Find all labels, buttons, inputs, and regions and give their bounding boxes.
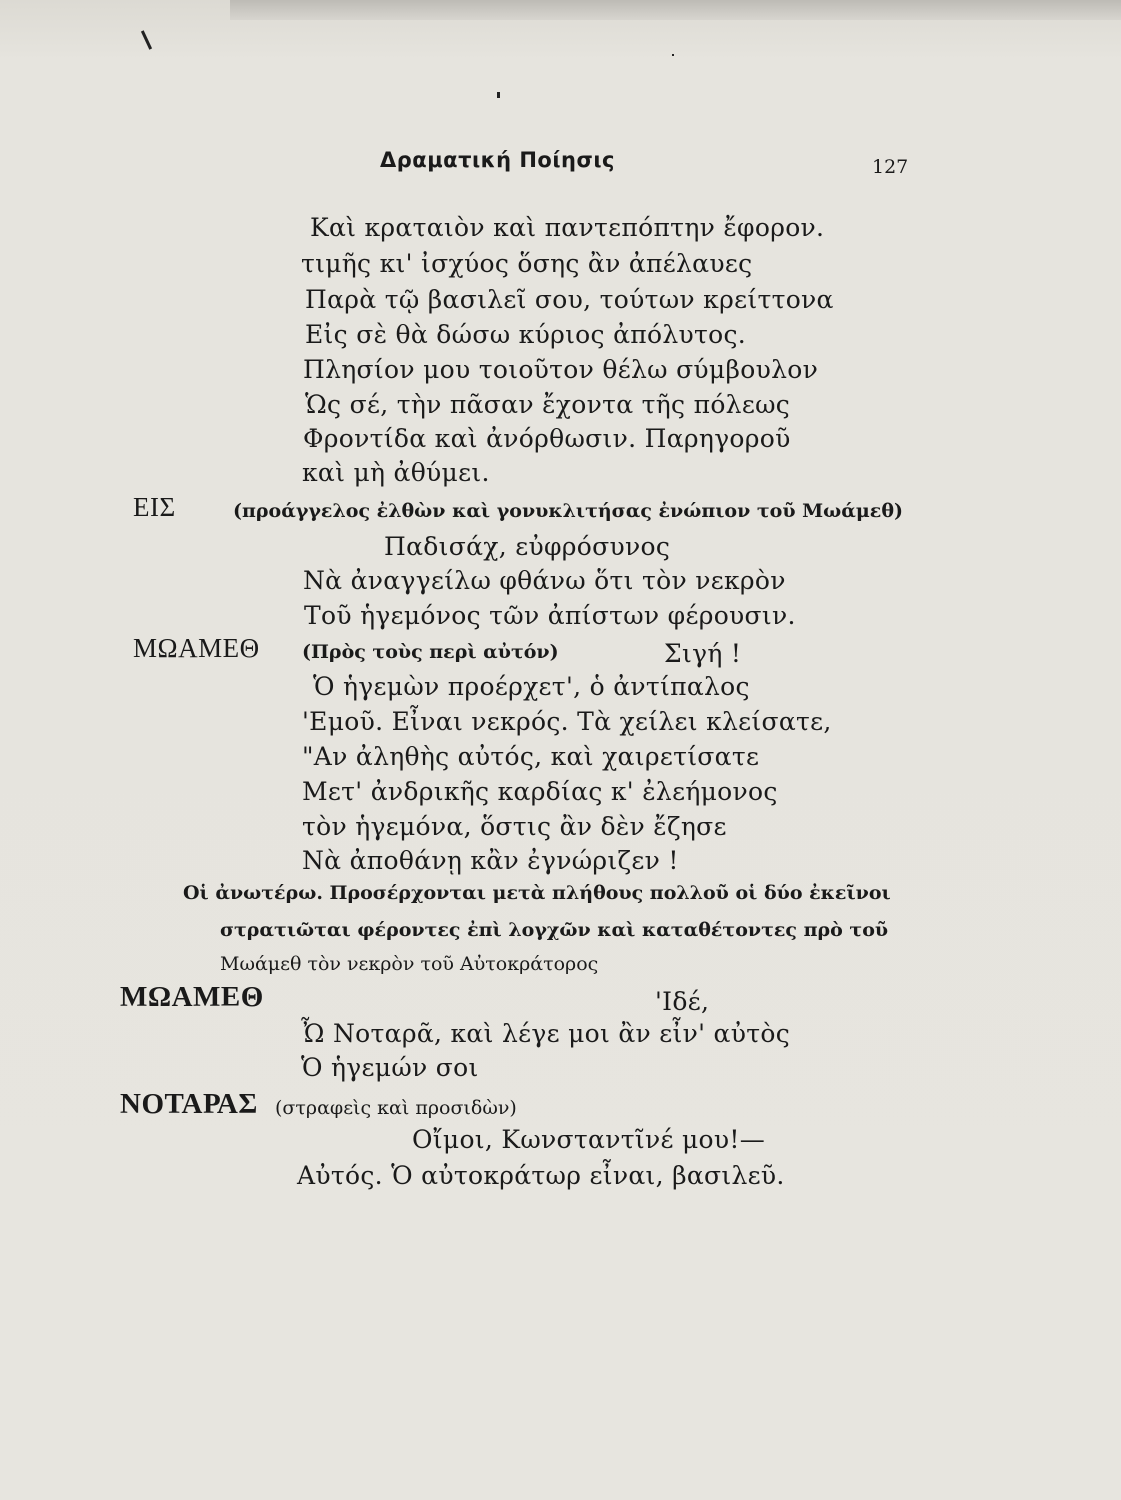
verse-line: Παρὰ τῷ βασιλεῖ σου, τούτων κρείττονα	[305, 285, 834, 314]
verse-line: τὸν ἡγεμόνα, ὅστις ἂν δὲν ἔζησε	[302, 812, 727, 841]
verse-line: Ὡς σέ, τὴν πᾶσαν ἔχοντα τῆς πόλεως	[305, 390, 791, 419]
verse-line: Ὁ ἡγεμών σοι	[301, 1053, 479, 1082]
verse-line: καὶ μὴ ἀθύμει.	[302, 458, 490, 487]
ink-speck	[497, 92, 500, 98]
verse-line: Τοῦ ἡγεμόνος τῶν ἀπίστων φέρουσιν.	[304, 601, 796, 630]
stage-direction-line: Οἱ ἀνωτέρω. Προσέρχονται μετὰ πλήθους πολλοῦ οἱ δύο ἐκεῖνοι	[183, 882, 891, 904]
verse-line: Μετ' ἀνδρικῆς καρδίας κ' ἐλεήμονος	[302, 777, 778, 806]
verse-line: Αὐτός. Ὁ αὐτοκράτωρ εἶναι, βασιλεῦ.	[297, 1161, 785, 1190]
verse-line: Καὶ κραταιὸν καὶ παντεπόπτην ἔφορον.	[310, 213, 825, 242]
verse-line: Σιγή !	[664, 639, 742, 668]
verse-line: 'Εμοῦ. Εἶναι νεκρός. Τὰ χείλει κλείσατε,	[302, 707, 832, 736]
stage-direction: (στραφεὶς καὶ προσιδὼν)	[275, 1097, 517, 1119]
stage-direction-line: Μωάμεθ τὸν νεκρὸν τοῦ Αὐτοκράτορος	[220, 953, 599, 975]
verse-line: "Αν ἀληθὴς αὐτός, καὶ χαιρετίσατε	[302, 742, 760, 771]
verse-line: Νὰ ἀναγγείλω φθάνω ὅτι τὸν νεκρὸν	[303, 566, 786, 595]
verse-line: 'Ιδέ,	[655, 987, 710, 1016]
verse-line: τιμῆς κι' ἰσχύος ὅσης ἂν ἀπέλαυες	[301, 249, 753, 278]
speaker-name: ΜΩΑΜΕΘ	[133, 633, 260, 663]
verse-line: Φροντίδα καὶ ἀνόρθωσιν. Παρηγοροῦ	[303, 424, 791, 453]
verse-line: Εἰς σὲ θὰ δώσω κύριος ἀπόλυτος.	[305, 320, 747, 349]
speaker-name: ΕΙΣ	[133, 492, 176, 522]
verse-line: Παδισάχ, εὐφρόσυνος	[384, 532, 671, 561]
verse-line: Πλησίον μου τοιοῦτον θέλω σύμβουλον	[303, 355, 819, 384]
stage-direction: (Πρὸς τοὺς περὶ αὐτόν)	[302, 641, 559, 663]
verse-line: Νὰ ἀποθάνῃ κἂν ἐγνώριζεν !	[302, 846, 679, 875]
ink-speck	[672, 54, 674, 56]
ink-mark	[141, 30, 152, 49]
stage-direction-line: στρατιῶται φέροντες ἐπὶ λογχῶν καὶ καταθέτοντες πρὸ τοῦ	[220, 919, 889, 941]
verse-line: Ὦ Νοταρᾶ, καὶ λέγε μοι ἂν εἶν' αὐτὸς	[301, 1019, 790, 1048]
speaker-name: ΜΩΑΜΕΘ	[120, 981, 264, 1013]
running-header-title: Δραματική Ποίησις	[380, 148, 615, 172]
speaker-name: ΝΟΤΑΡΑΣ	[120, 1088, 258, 1120]
page-number: 127	[872, 156, 909, 178]
verse-line: Οἴμοι, Κωνσταντῖνέ μου!—	[412, 1125, 766, 1154]
stage-direction: (προάγγελος ἐλθὼν καὶ γονυκλιτήσας ἐνώπιον τοῦ Μωάμεθ)	[233, 500, 904, 522]
verse-line: Ὁ ἡγεμὼν προέρχετ', ὁ ἀντίπαλος	[313, 672, 750, 701]
page-edge-shadow	[230, 0, 1121, 20]
